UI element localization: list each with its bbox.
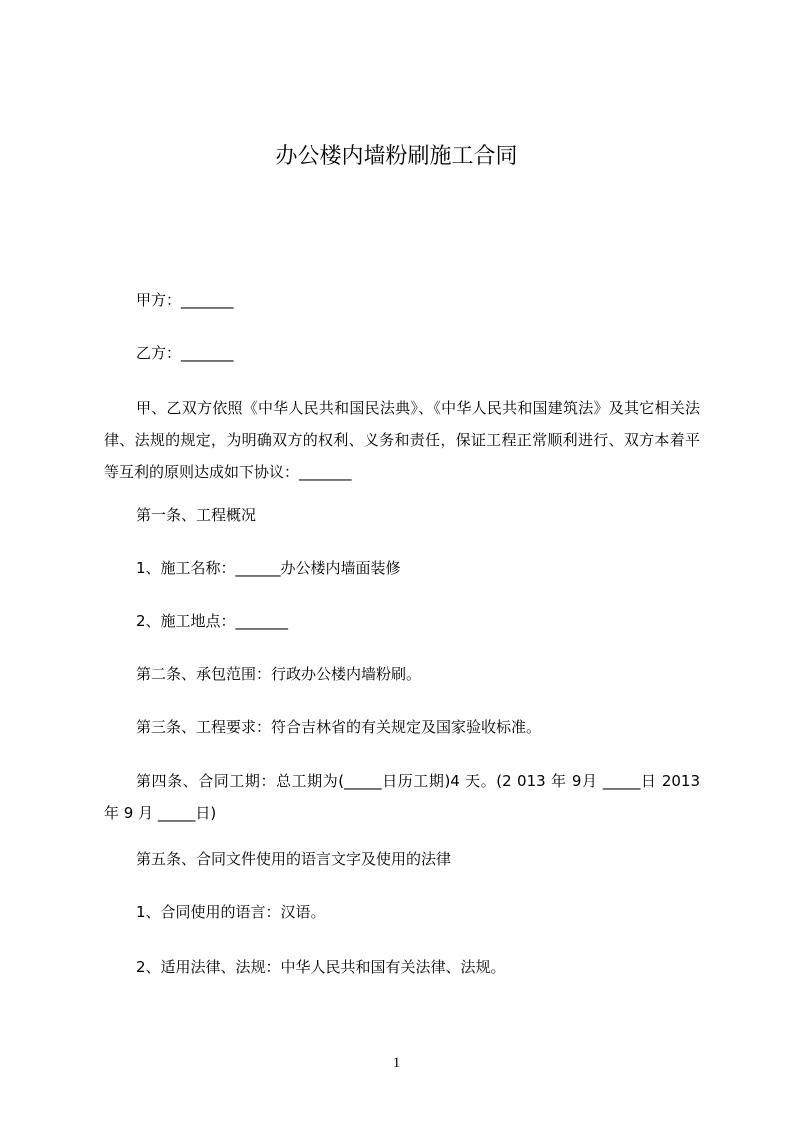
article-1-item-1: 1、施工名称：______办公楼内墙面装修 xyxy=(136,559,401,577)
article-5-item-1: 1、合同使用的语言：汉语。 xyxy=(136,903,326,921)
article-5-heading: 第五条、合同文件使用的语言文字及使用的法律 xyxy=(136,850,452,868)
party-b: 乙方：_______ xyxy=(136,344,234,362)
article-2: 第二条、承包范围：行政办公楼内墙粉刷。 xyxy=(136,665,422,683)
article-1-item-2: 2、施工地点：_______ xyxy=(136,612,289,630)
article-1-heading: 第一条、工程概况 xyxy=(136,506,257,524)
document-title: 办公楼内墙粉刷施工合同 xyxy=(275,144,518,169)
article-5-item-2: 2、适用法律、法规：中华人民共和国有关法律、法规。 xyxy=(136,958,506,976)
page-number: 1 xyxy=(392,1055,401,1071)
party-a: 甲方：_______ xyxy=(136,291,234,309)
preamble-paragraph: 甲、乙双方依照《中华人民共和国民法典》、《中华人民共和国建筑法》及其它相关法律、法规的规定，为明确双方的权利、义务和责任，保证工程正常顺利进行、双方本着平等互利的原则达成如下协议：_______ xyxy=(104,399,700,481)
article-4: 第四条、合同工期：总工期为(_____日历工期)4 天。(2 013 年 9月 _____日 2013 年 9 月 _____日) xyxy=(104,772,700,822)
article-3: 第三条、工程要求：符合吉林省的有关规定及国家验收标准。 xyxy=(136,718,542,736)
